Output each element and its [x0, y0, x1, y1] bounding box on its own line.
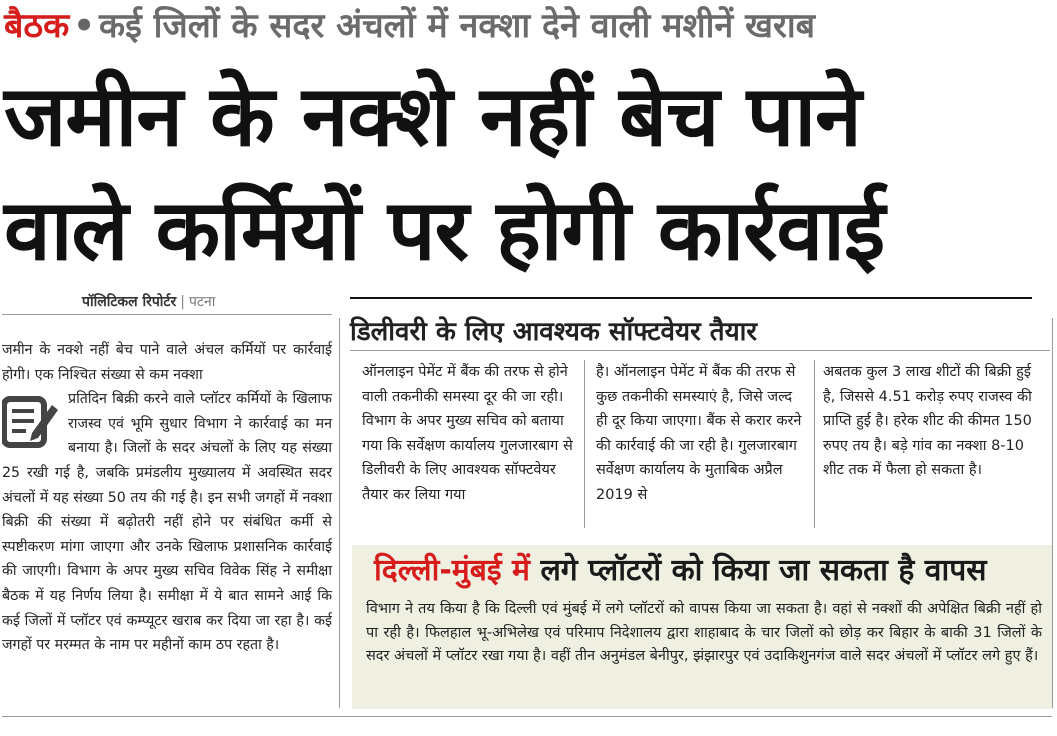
kicker-bullet: • [73, 6, 96, 46]
column-divider-1 [584, 360, 585, 528]
headline-line-2: वाले कर्मियों पर होगी कार्रवाई [4, 181, 885, 279]
byline [82, 292, 215, 311]
column-divider-left [339, 318, 340, 708]
left-article [2, 338, 332, 658]
column-divider-right [1052, 318, 1053, 708]
sub-article-column-1: ऑनलाइन पेमेंट में बैंक की तरफ से होने वाली तकनीकी समस्या दूर की जा रही। विभाग के अपर मुख्य सचिव को बताया गया कि सर्वेक्षण कार्यालय गुलजारबाग से डिलीवरी के लिए आवश्यक सॉफ्टवेयर तैयार कर लिया गया [362, 364, 573, 503]
bottom-rule [2, 716, 1052, 717]
subhead-bottom-rule [350, 350, 1050, 351]
notepad-pencil-icon [2, 393, 60, 449]
byline-separator: | [180, 294, 185, 310]
left-article-body: प्रतिदिन बिक्री करने वाले प्लॉटर कर्मियों के खिलाफ राजस्व एवं भूमि सुधार विभाग ने कार्रवाई का मन बनाया है। जिलों के सदर अंचलों के लिए यह संख्या 25 रखी गई है, जबकि प्रमंडलीय मुख्यालय में अवस्थित सदर अंचलों में यह संख्या 50 तय की गई है। इन सभी जगहों में नक्शा बिक्री की संख्या में बढ़ोतरी नहीं होने पर संबंधित कर्मी से स्पष्टीकरण मांगा जाएगा और उनके खिलाफ प्रशासनिक कार्रवाई की जाएगी। विभाग के अपर मुख्य सचिव विवेक सिंह ने समीक्षा बैठक में यह निर्णय लिया है। समीक्षा में ये बात सामने आई कि कई जिलों में प्लॉटर एवं कम्प्यूटर खराब कर दिया जा रहा है। कई जगहों पर मरम्मत के नाम पर महीनों काम ठप रहता है। [2, 391, 332, 654]
kicker-text: कई जिलों के सदर अंचलों में नक्शा देने वाली मशीनें खराब [99, 6, 816, 46]
byline-reporter: पॉलिटिकल रिपोर्टर [82, 294, 177, 310]
byline-rule [2, 314, 332, 315]
column-divider-2 [814, 360, 815, 528]
subhead-top-rule [350, 297, 1032, 299]
byline-city: पटना [188, 294, 216, 310]
box-body: विभाग ने तय किया है कि दिल्ली एवं मुंबई में लगे प्लॉटरों को वापस किया जा सकता है। वहां से नक्शों की अपेक्षित बिक्री नहीं हो पा रही है। फिलहाल भू-अभिलेख एवं परिमाप निदेशालय द्वारा शाहाबाद के चार जिलों को छोड़ कर बिहार के बाकी 31 जिलों के सदर अंचलों में प्लॉटर रखा गया है। वहीं तीन अनुमंडल बेनीपुर, झंझारपुर एवं उदाकिशुनगंज वाले सदर अंचलों में प्लॉटर लगे हुए हैं। [366, 601, 1042, 664]
headline-line-1: जमीन के नक्शे नहीं बेच पाने [4, 67, 861, 165]
box-title-black: लगे प्लॉटरों को किया जा सकता है वापस [540, 553, 987, 588]
sub-article-heading: डिलीवरी के लिए आवश्यक सॉफ्टवेयर तैयार [350, 317, 758, 347]
box-title [374, 550, 987, 592]
kicker-line [4, 4, 1054, 48]
box-title-red: दिल्ली-मुंबई में [374, 553, 530, 588]
kicker-tag: बैठक [4, 6, 70, 46]
sub-article-column-3: अबतक कुल 3 लाख शीटों की बिक्री हुई है, जिससे 4.51 करोड़ रुपए राजस्व की प्राप्ति हुई है। हरेक शीट की कीमत 150 रुपए तय है। बड़े गांव का नक्शा 8-10 शीट तक में फैला हो सकता है। [823, 364, 1032, 478]
sub-article-column-2: है। ऑनलाइन पेमेंट में बैंक की तरफ से कुछ तकनीकी समस्याएं है, जिसे जल्द ही दूर किया जाएगा। बैंक से करार करने की कार्रवाई की जा रही है। गुलजारबाग सर्वेक्षण कार्यालय के मुताबिक अप्रैल 2019 से [596, 364, 802, 503]
left-article-intro: जमीन के नक्शे नहीं बेच पाने वाले अंचल कर्मियों पर कार्रवाई होगी। एक निश्चित संख्या से कम नक्शा [2, 342, 332, 383]
